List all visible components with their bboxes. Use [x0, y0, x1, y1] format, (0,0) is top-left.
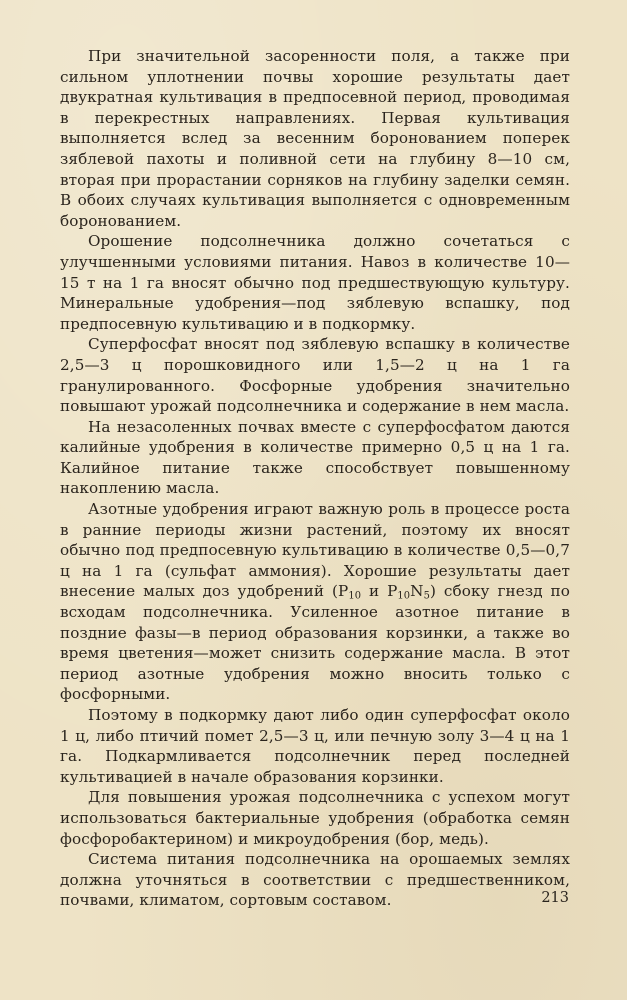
subscript-p-10-first: 10 [348, 590, 362, 602]
nitrogen-text-part-2: и P [361, 582, 398, 601]
paragraph-bacterial-fertilizers: Для повышения урожая подсолнечника с успехом могут использоваться бактериальные удобрения (обработка семян фосфоробактерином) и микроудобрения (бор, медь). [60, 788, 570, 848]
subscript-p-10-second: 10 [397, 590, 411, 602]
paragraph-nitrogen [60, 499, 570, 705]
paragraph-cultivation: При значительной засоренности поля, а также при сильном уплотнении почвы хорошие результаты дает двукратная культивация в предпосевной период, проводимая в перекрестных направлениях. Первая культивация выполняется вслед за весенним боронованием поперек зяблевой пахоты и поливной сети на глубину 8—10 см, вторая при прорастании сорняков на глубину заделки семян. В обоих случаях культивация выполняется с одновременным боронованием. [60, 47, 570, 230]
page-number: 213 [541, 890, 569, 906]
paragraph-superphosphate: Суперфосфат вносят под зяблевую вспашку в количестве 2,5—3 ц порошковидного или 1,5—2 ц на 1 га гранулированного. Фосфорные удобрения значительно повышают урожай подсолнечника и содержание в нем масла. [60, 335, 570, 416]
nitrogen-text-part-3: N [410, 582, 424, 601]
nitrogen-text-part-4: ) сбоку гнезд по всходам подсолнечника. Усиленное азотное питание в поздние фазы—в период образования корзинки, а также во время цветения—может снизить содержание масла. В этот период азотные удобрения можно вносить только с фосфорными. [60, 582, 570, 704]
subscript-n-5: 5 [423, 590, 430, 602]
paragraph-nutrition-system: Система питания подсолнечника на орошаемых землях должна уточняться в соответствии с предшественником, почвами, климатом, сортовым составом. [60, 850, 570, 910]
paragraph-top-dressing: Поэтому в подкормку дают либо один суперфосфат около 1 ц, либо птичий помет 2,5—3 ц, или печную золу 3—4 ц на 1 га. Подкармливается подсолнечник перед последней культивацией в начале образования корзинки. [60, 706, 570, 786]
paragraph-potassium: На незасоленных почвах вместе с суперфосфатом даются калийные удобрения в количестве примерно 0,5 ц на 1 га. Калийное питание также способствует повышенному накоплению масла. [60, 417, 570, 498]
body-text [60, 46, 570, 911]
nitrogen-text-part-1: Азотные удобрения играют важную роль в процессе роста в ранние периоды жизни растений, поэтому их вносят обычно под предпосевную культивацию в количестве 0,5—0,7 ц на 1 га (сульфат аммония). Хорошие результаты дает внесение малых доз удобрений (P [60, 500, 570, 601]
paragraph-irrigation-nutrition: Орошение подсолнечника должно сочетаться с улучшенными условиями питания. Навоз в количестве 10—15 т на 1 га вносят обычно под предшествующую культуру. Минеральные удобрения—под зяблевую вспашку, под предпосевную культивацию и в подкормку. [60, 232, 570, 333]
